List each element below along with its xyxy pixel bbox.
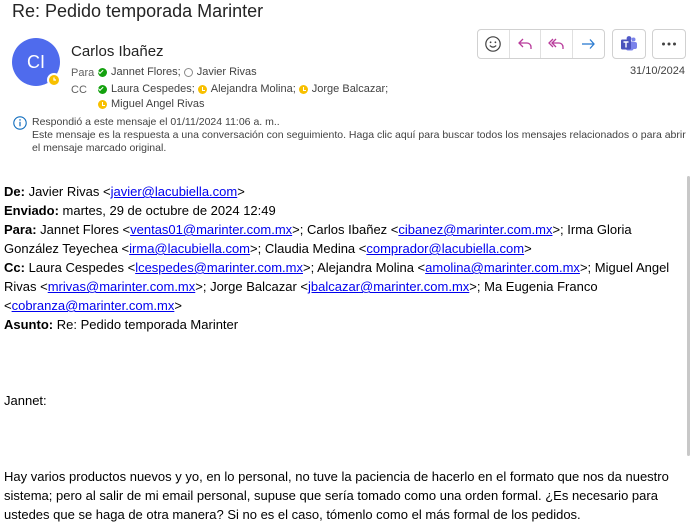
message-subject: Re: Pedido temporada Marinter	[12, 1, 264, 21]
quoted-from	[4, 182, 690, 201]
quoted-cc	[4, 258, 690, 315]
quoted-sent-label: Enviado:	[4, 203, 59, 218]
to-recipients	[71, 66, 260, 80]
recipient-chip[interactable]	[299, 83, 388, 95]
reply-info-text: Respondió a este mensaje el 01/11/2024 11:06 a. m..	[32, 116, 280, 128]
reply-button[interactable]	[510, 30, 542, 58]
recipient-name: Miguel Angel Rivas	[111, 98, 205, 110]
email-link[interactable]: ventas01@marinter.com.mx	[130, 222, 293, 237]
message-body	[4, 182, 690, 524]
email-link[interactable]: cobranza@marinter.com.mx	[11, 298, 175, 313]
quoted-from-end: >	[237, 184, 245, 199]
quoted-subject	[4, 315, 690, 334]
recipient-text: >; Miguel Angel Rivas <	[4, 260, 670, 294]
message-paragraph: Hay varios productos nuevos y yo, en lo personal, no tuve la paciencia de hacerlo en el formato que nos da nuestro sistema; pero al salir de mi email personal, supuse que sería tomado como una orden formal. ¿Es necesario para ustedes que se haga de otra manera? Si no es el caso, tómenlo como el más formal de los pedidos.	[4, 469, 669, 522]
reply-all-button[interactable]	[541, 30, 573, 58]
recipient-name: Jorge Balcazar;	[311, 83, 389, 95]
quoted-from-label: De:	[4, 184, 25, 199]
quoted-subject-label: Asunto:	[4, 317, 54, 332]
avatar-initials: CI	[27, 51, 45, 72]
thread-info-text: Este mensaje es la respuesta a una conversación con seguimiento. Haga clic aquí para buscar todos los mensajes relacionados o para abrir el mensaje marcado original.	[32, 129, 686, 154]
email-link[interactable]: lcespedes@marinter.com.mx	[135, 260, 303, 275]
quoted-cc-label: Cc:	[4, 260, 25, 275]
presence-away-icon	[198, 85, 207, 94]
message-greeting: Jannet:	[4, 393, 47, 408]
email-link[interactable]: jbalcazar@marinter.com.mx	[308, 279, 470, 294]
recipient-name: Javier Rivas	[196, 66, 257, 78]
recipient-chip[interactable]	[98, 98, 205, 110]
recipient-text: >; Ma Eugenia Franco <	[4, 279, 598, 313]
email-link[interactable]: comprador@lacubiella.com	[366, 241, 525, 256]
more-icon	[661, 42, 677, 46]
recipient-name: Laura Cespedes;	[111, 83, 195, 95]
recipient-text: Jannet Flores <	[40, 222, 131, 237]
quoted-to-label: Para:	[4, 222, 37, 237]
recipient-text: >	[524, 241, 532, 256]
presence-unknown-icon	[184, 68, 193, 77]
recipient-name: Alejandra Molina;	[210, 83, 296, 95]
quoted-from-name: Javier Rivas <	[28, 184, 111, 199]
recipient-text: >; Jorge Balcazar <	[195, 279, 308, 294]
emoji-icon	[484, 35, 502, 53]
presence-away-icon	[98, 100, 107, 109]
reply-toolbar	[477, 29, 605, 59]
forward-icon	[579, 35, 597, 53]
recipient-text: Laura Cespedes <	[28, 260, 136, 275]
forward-button[interactable]	[573, 30, 604, 58]
email-link[interactable]: irma@lacubiella.com	[129, 241, 251, 256]
cc-recipients	[71, 83, 391, 97]
presence-available-icon	[98, 68, 107, 77]
quoted-sent-value: martes, 29 de octubre de 2024 12:49	[62, 203, 276, 218]
sender-name[interactable]: Carlos Ibañez	[71, 43, 164, 60]
recipient-text: >; Irma Gloria González Teyechea <	[4, 222, 632, 256]
to-label: Para	[71, 66, 95, 79]
recipient-text: >; Alejandra Molina <	[303, 260, 426, 275]
teams-button[interactable]	[612, 29, 646, 59]
quoted-sent	[4, 201, 690, 220]
email-link[interactable]: amolina@marinter.com.mx	[425, 260, 580, 275]
cc-label: CC	[71, 83, 87, 96]
presence-away-icon	[299, 85, 308, 94]
recipient-chip[interactable]	[98, 83, 195, 95]
email-link[interactable]: cibanez@marinter.com.mx	[398, 222, 553, 237]
quoted-to	[4, 220, 690, 258]
quoted-subject-value: Re: Pedido temporada Marinter	[56, 317, 239, 332]
reply-all-icon	[547, 35, 565, 53]
recipient-name: Jannet Flores;	[111, 66, 181, 78]
teams-icon	[619, 34, 639, 54]
info-icon	[13, 116, 27, 130]
recipient-text: >; Carlos Ibañez <	[292, 222, 399, 237]
presence-available-icon	[98, 85, 107, 94]
emoji-button[interactable]	[478, 30, 510, 58]
reply-icon	[516, 35, 534, 53]
quoted-from-email-link[interactable]: javier@lacubiella.com	[110, 184, 238, 199]
recipient-chip[interactable]	[184, 66, 257, 78]
cc-recipients-line2	[71, 98, 208, 112]
presence-away-icon	[47, 73, 61, 87]
more-options-button[interactable]	[652, 29, 686, 59]
email-link[interactable]: mrivas@marinter.com.mx	[47, 279, 196, 294]
message-date: 31/10/2024	[629, 65, 685, 77]
recipient-text: >	[174, 298, 182, 313]
recipient-text: >; Claudia Medina <	[250, 241, 367, 256]
recipient-chip[interactable]	[98, 66, 181, 78]
recipient-chip[interactable]	[198, 83, 296, 95]
